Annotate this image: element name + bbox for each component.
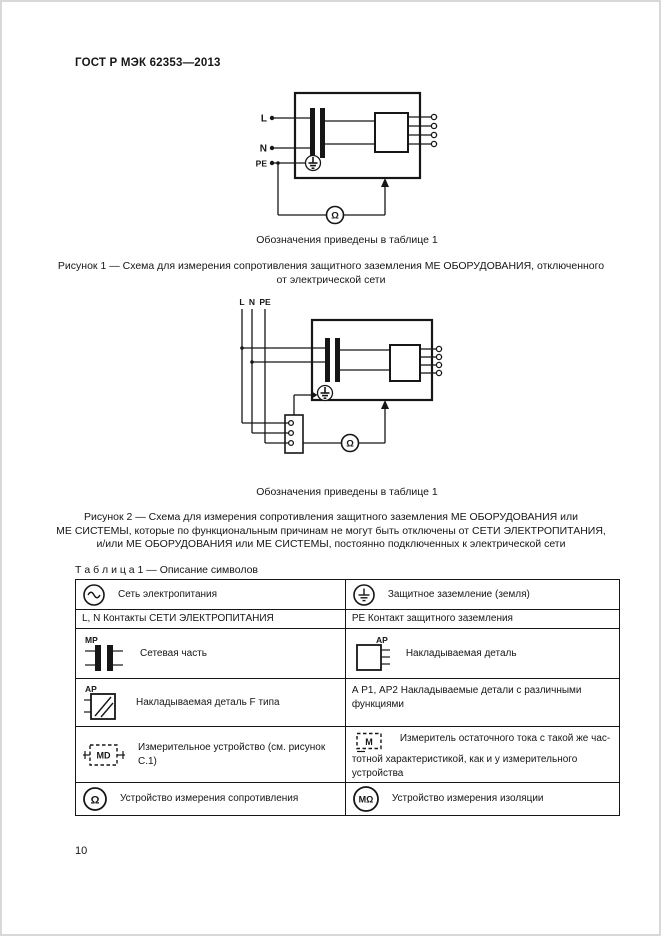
figure1-note: Обозначения приведены в таблице 1 xyxy=(256,234,438,246)
mains-supply-icon xyxy=(82,583,106,607)
applied-part-icon xyxy=(352,634,394,674)
symbol-description: Устройство измерения сопротивления xyxy=(120,793,299,805)
figure2-note: Обозначения приведены в таблице 1 xyxy=(256,486,438,498)
applied-part-f-type-icon xyxy=(82,683,124,723)
probe-arrow-icon xyxy=(311,391,318,399)
protective-earth-icon xyxy=(352,583,376,607)
internal-unit xyxy=(375,113,408,152)
table-row xyxy=(76,629,620,679)
figure1-caption-line: от электрической сети xyxy=(276,273,386,286)
symbol-description: Сеть электропитания xyxy=(118,588,218,600)
symbol-description: Измерительное устройство (см. рисунок С.1) xyxy=(138,742,326,767)
symbol-description: Устройство измерения изоляции xyxy=(391,793,544,805)
figure2-label-pe: PE xyxy=(259,297,271,307)
protective-earth-icon xyxy=(306,156,321,171)
symbol-description: Защитное заземление (земля) xyxy=(387,588,530,600)
figure2-circuit-diagram xyxy=(233,294,448,472)
figure1-caption-line: Рисунок 1 — Схема для измерения сопротивления защитного заземления МЕ ОБОРУДОВАНИЯ, отключенного xyxy=(57,260,605,272)
figure2-label-n: N xyxy=(248,297,256,307)
transformer-bar xyxy=(310,108,315,158)
figure1-meter-label: Ω xyxy=(331,210,339,222)
mains-part-icon xyxy=(82,634,128,674)
symbol-description: Накладываемая деталь xyxy=(405,647,517,659)
figure2-label-l: L xyxy=(239,297,245,307)
symbol-description: тотной характеристикой, как и у измерительного xyxy=(351,754,578,765)
figure2-caption-line: и/или МЕ ОБОРУДОВАНИЯ или МЕ СИСТЕМЫ, постоянно подключенных к электрической сети xyxy=(96,538,566,550)
figure1-label-pe: PE xyxy=(255,158,267,169)
resistance-meter-icon xyxy=(82,786,108,812)
insulation-meter-icon xyxy=(352,785,380,813)
residual-current-meter-icon xyxy=(352,732,388,753)
transformer-bar xyxy=(325,338,330,382)
table-row xyxy=(76,783,620,816)
probe-arrow-icon xyxy=(381,178,389,187)
symbol-description: А Р1, АР2 Накладываемые детали с различными xyxy=(351,685,582,696)
mains-terminal-block xyxy=(285,415,303,453)
figure2-caption-line: Рисунок 2 — Схема для измерения сопротивления защитного заземления МЕ ОБОРУДОВАНИЯ или xyxy=(83,511,578,523)
residual-current-meter-label: M xyxy=(365,737,373,747)
figure1-label-n: N xyxy=(259,143,267,155)
figure1-label-l: L xyxy=(260,113,267,125)
mains-part-label: MP xyxy=(85,634,98,645)
table-row xyxy=(76,580,620,610)
figure1-circuit-diagram xyxy=(248,86,448,228)
symbol-description: Измеритель остаточного тока с такой же час- xyxy=(399,733,611,744)
figure2-wiring xyxy=(242,309,442,453)
symbol-description: Накладываемая деталь F типа xyxy=(136,696,280,708)
figure2-caption xyxy=(40,511,622,552)
resistance-meter-label: Ω xyxy=(90,794,100,807)
protective-earth-icon xyxy=(318,386,333,401)
transformer-bar xyxy=(335,338,340,382)
insulation-meter-label: MΩ xyxy=(358,794,374,805)
measuring-device-icon xyxy=(82,742,126,768)
figure1-caption xyxy=(40,260,622,287)
page-number: 10 xyxy=(75,845,88,857)
measuring-device-label: MD xyxy=(96,750,111,760)
figure2-meter-label: Ω xyxy=(346,438,354,450)
applied-part-label: AP xyxy=(375,634,388,645)
symbol-description: устройства xyxy=(351,767,404,779)
symbol-description: функциями xyxy=(351,698,405,710)
symbol-description: L, N Контакты СЕТИ ЭЛЕКТРОПИТАНИЯ xyxy=(82,613,274,625)
applied-part-f-type-label: AP xyxy=(85,683,97,694)
table1-title: Т а б л и ц а 1 — Описание символов xyxy=(75,564,259,576)
probe-arrow-icon xyxy=(381,400,389,409)
transformer-bar xyxy=(320,108,325,158)
symbol-description: PE Контакт защитного заземления xyxy=(351,613,513,625)
table-row xyxy=(76,727,620,783)
figure1-wiring xyxy=(272,93,437,224)
symbol-description: Сетевая часть xyxy=(140,647,207,659)
table-row xyxy=(76,679,620,727)
figure2-caption-line: МЕ СИСТЕМЫ, которые по функциональным причинам не могут быть отключены от СЕТИ ЭЛЕКТРОПИТАНИЯ, xyxy=(56,524,606,537)
document-header: ГОСТ Р МЭК 62353—2013 xyxy=(75,57,221,69)
table-row xyxy=(76,610,620,629)
symbols-table xyxy=(75,579,620,816)
internal-unit xyxy=(390,345,420,381)
